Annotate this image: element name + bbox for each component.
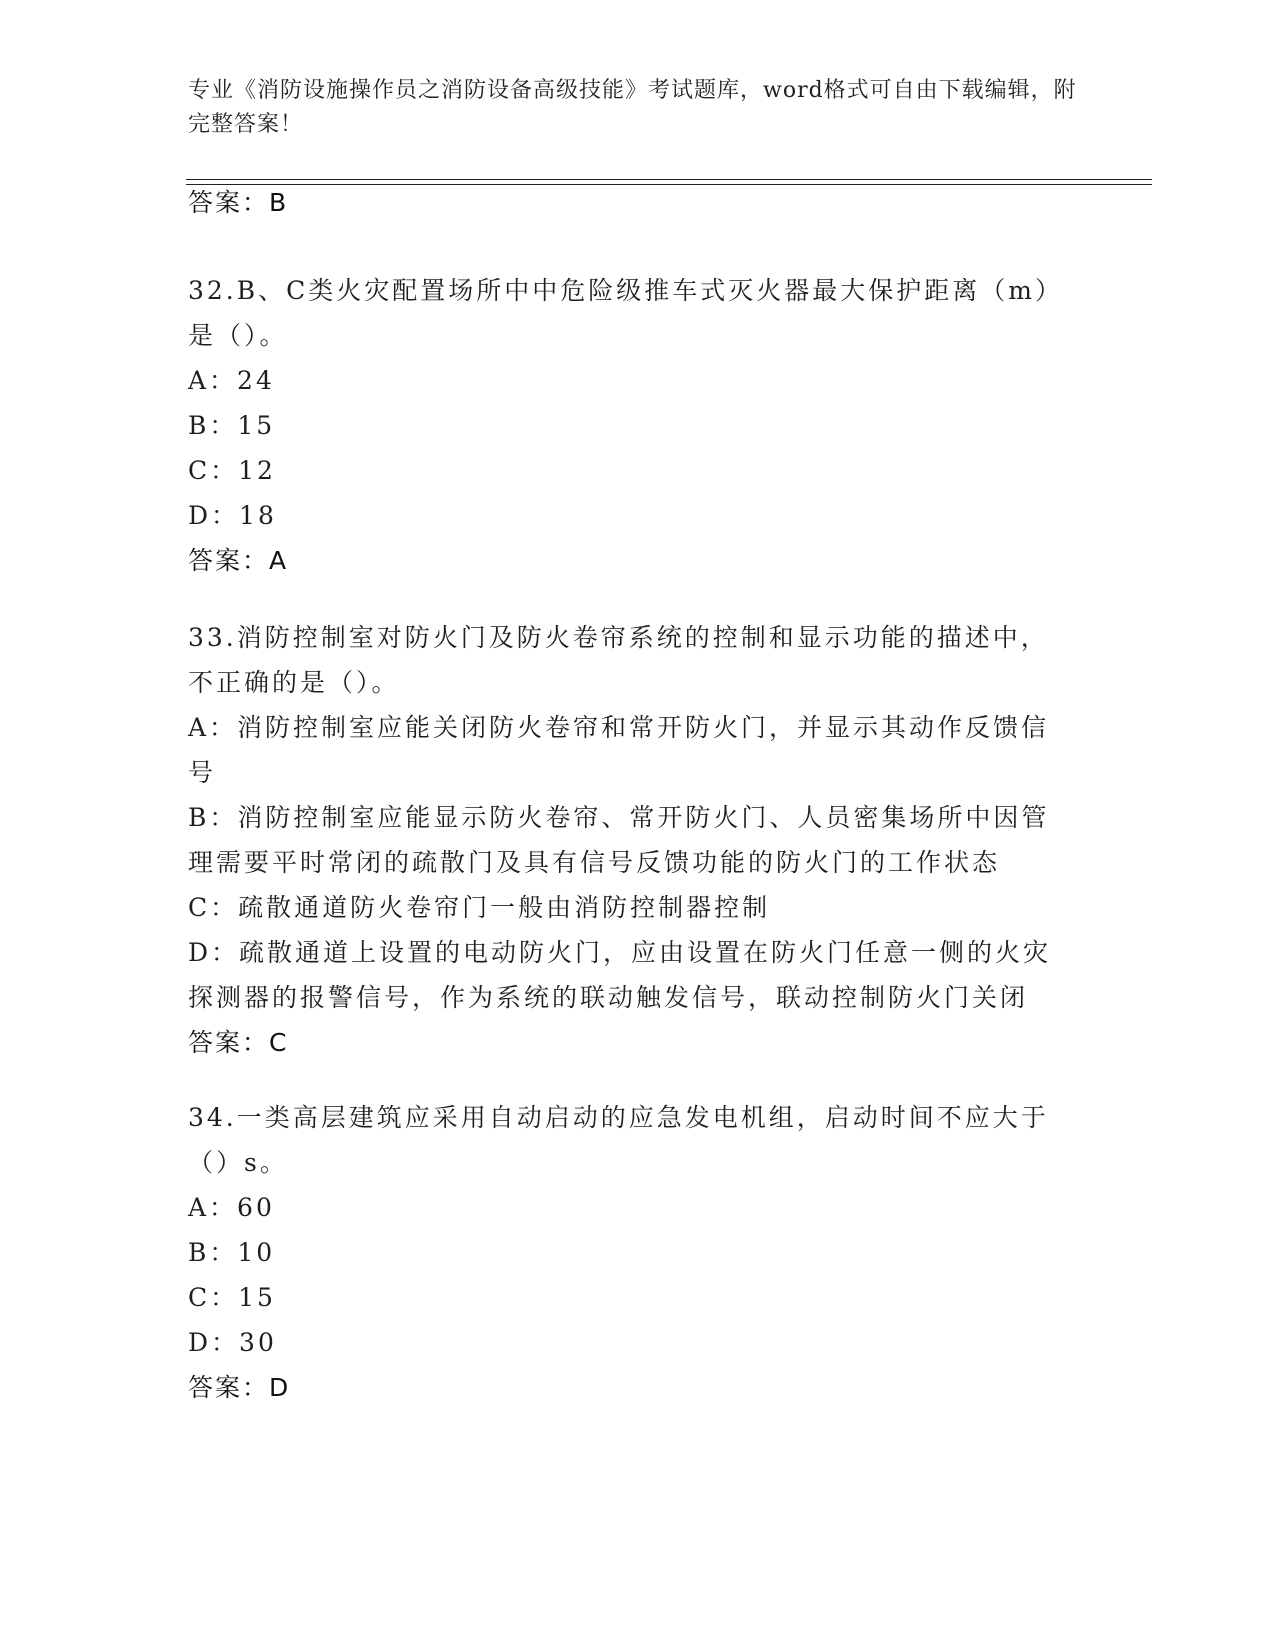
question-stem-line: 是（）。 [188,321,288,350]
question-stem-line: 32.B、C类火灾配置场所中中危险级推车式灭火器最大保护距离（m） [188,276,1063,305]
option-d-continued: 探测器的报警信号，作为系统的联动触发信号，联动控制防火门关闭 [188,983,1029,1012]
question-34 [188,1095,1078,1410]
option-c: C：15 [188,1283,276,1312]
previous-answer-block [188,180,1078,225]
option-d: D：疏散通道上设置的电动防火门，应由设置在防火门任意一侧的火灾 [188,938,1052,967]
option-b: B：15 [188,411,276,440]
question-33 [188,615,1078,1065]
answer-label: 答案： [188,1373,270,1402]
answer-line [188,1020,1078,1065]
question-stem-line: 33.消防控制室对防火门及防火卷帘系统的控制和显示功能的描述中， [188,623,1049,652]
option-d: D：18 [188,501,277,530]
question-stem-line: 34.一类高层建筑应采用自动启动的应急发电机组，启动时间不应大于 [188,1103,1049,1132]
option-d: D：30 [188,1328,277,1357]
option-a: A：60 [188,1193,275,1222]
option-a-continued: 号 [188,758,217,787]
option-b-continued: 理需要平时常闭的疏散门及具有信号反馈功能的防火门的工作状态 [188,848,1001,877]
answer-line [188,1365,1078,1410]
option-a: A：消防控制室应能关闭防火卷帘和常开防火门，并显示其动作反馈信 [188,713,1050,742]
option-a: A：24 [188,366,275,395]
answer-value: D [269,1373,291,1402]
answer-value: B [269,188,289,217]
answer-label: 答案： [188,1028,270,1057]
answer-line [188,180,1078,225]
question-stem-line: 不正确的是（）。 [188,668,400,697]
option-b: B：10 [188,1238,276,1267]
document-header: 专业《消防设施操作员之消防设备高级技能》考试题库，word格式可自由下载编辑，附完整答案！ [188,78,1077,137]
question-stem-line: （）s。 [188,1148,288,1177]
answer-value: C [269,1028,289,1057]
answer-value: A [269,546,289,575]
answer-line [188,538,1078,583]
answer-label: 答案： [188,546,270,575]
question-32 [188,268,1078,583]
answer-label: 答案： [188,188,270,217]
option-c: C：12 [188,456,276,485]
option-c: C：疏散通道防火卷帘门一般由消防控制器控制 [188,893,771,922]
option-b: B：消防控制室应能显示防火卷帘、常开防火门、人员密集场所中因管 [188,803,1050,832]
